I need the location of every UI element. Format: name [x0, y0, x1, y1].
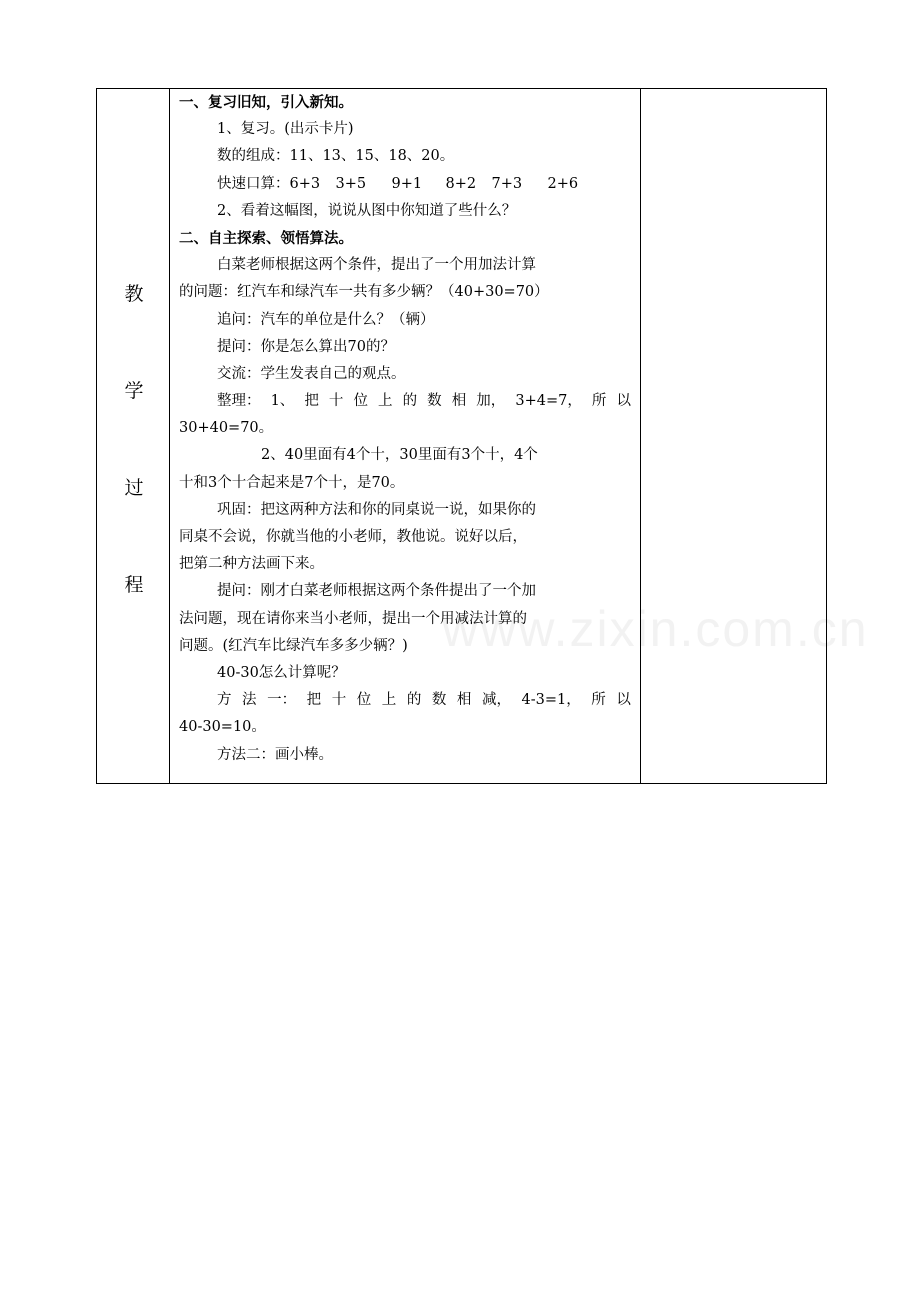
quick-calc-line	[179, 171, 631, 198]
text-line: 追问：汽车的单位是什么？（辆）	[217, 311, 435, 328]
side-label-char-1: 教	[124, 283, 144, 305]
word: 把	[304, 393, 319, 410]
word: 3+4=7，	[515, 393, 582, 410]
section-heading-explore: 二、自主探索、领悟算法。	[179, 229, 353, 247]
column-divider-left	[169, 89, 170, 783]
word: 整理：	[217, 393, 261, 410]
text-line: 2、看着这幅图，说说从图中你知道了些什么？	[217, 202, 517, 219]
text-line: 40-30怎么计算呢？	[217, 664, 346, 681]
text-line: 十和3个十合起来是7个十，是70。	[179, 474, 405, 491]
word: 一：	[267, 692, 297, 709]
word: 十	[331, 692, 347, 709]
text-line: 提问：你是怎么算出70的？	[217, 338, 395, 355]
calc-item: 8+2	[445, 175, 477, 192]
lesson-content	[179, 89, 631, 769]
word: 减，	[481, 692, 511, 709]
text-line: 1、复习。(出示卡片)	[217, 121, 354, 138]
text-line: 提问：刚才白菜老师根据这两个条件提出了一个加	[217, 583, 536, 600]
word: 数	[431, 692, 447, 709]
word: 法	[242, 692, 257, 709]
text-line: 的问题：红汽车和绿汽车一共有多少辆？（40+30=70）	[179, 284, 549, 301]
word: 以	[616, 692, 631, 709]
side-label-char-4: 程	[124, 574, 144, 596]
word: 十	[328, 393, 344, 410]
text-line: 交流：学生发表自己的观点。	[217, 365, 406, 382]
calc-item: 2+6	[547, 175, 579, 192]
word: 所	[591, 692, 606, 709]
word: 相	[451, 393, 467, 410]
side-label-char-3: 过	[124, 477, 144, 499]
text-line: 问题。(红汽车比绿汽车多多少辆？)	[179, 637, 408, 654]
word: 位	[356, 692, 372, 709]
text-line: 把第二种方法画下来。	[179, 556, 324, 573]
column-divider-right	[640, 89, 641, 783]
text-line: 2、40里面有4个十，30里面有3个十，4个	[261, 447, 538, 464]
calc-item: 9+1	[391, 175, 423, 192]
word: 以	[616, 393, 631, 410]
word: 上	[378, 393, 393, 410]
text-line: 数的组成：11、13、15、18、20。	[217, 148, 455, 165]
word: 上	[381, 692, 397, 709]
text-line: 30+40=70。	[179, 420, 274, 437]
calc-item: 7+3	[491, 175, 523, 192]
section-heading-review: 一、复习旧知，引入新知。	[179, 94, 353, 111]
text-line: 40-30=10。	[179, 719, 266, 736]
side-label-char-2: 学	[124, 380, 144, 402]
word: 1、	[270, 393, 295, 410]
quick-calc-prefix: 快速口算：	[217, 175, 290, 192]
text-line: 方法二：画小棒。	[217, 746, 333, 763]
watermark: www.zixin.com.cn	[442, 601, 869, 657]
text-line: 法问题，现在请你来当小老师，提出一个用减法计算的	[179, 610, 527, 627]
calc-item: 6+3	[289, 175, 321, 192]
text-line: 同桌不会说，你就当他的小老师，教他说。说好以后，	[179, 529, 527, 545]
text-line: 白菜老师根据这两个条件，提出了一个用加法计算	[217, 257, 536, 274]
justified-line	[179, 388, 631, 415]
word: 相	[456, 692, 472, 709]
calc-item: 3+5	[335, 175, 367, 192]
text-line: 巩固：把这两种方法和你的同桌说一说，如果你的	[217, 501, 536, 518]
word: 位	[353, 393, 368, 410]
word: 所	[591, 393, 607, 410]
word: 的	[406, 692, 422, 709]
word: 把	[306, 692, 322, 709]
word: 4-3=1，	[521, 692, 581, 709]
lesson-table	[96, 88, 827, 784]
word: 数	[427, 393, 442, 410]
word: 加，	[476, 393, 506, 410]
justified-line	[179, 687, 631, 714]
word: 方	[217, 692, 232, 709]
word: 的	[402, 393, 418, 410]
